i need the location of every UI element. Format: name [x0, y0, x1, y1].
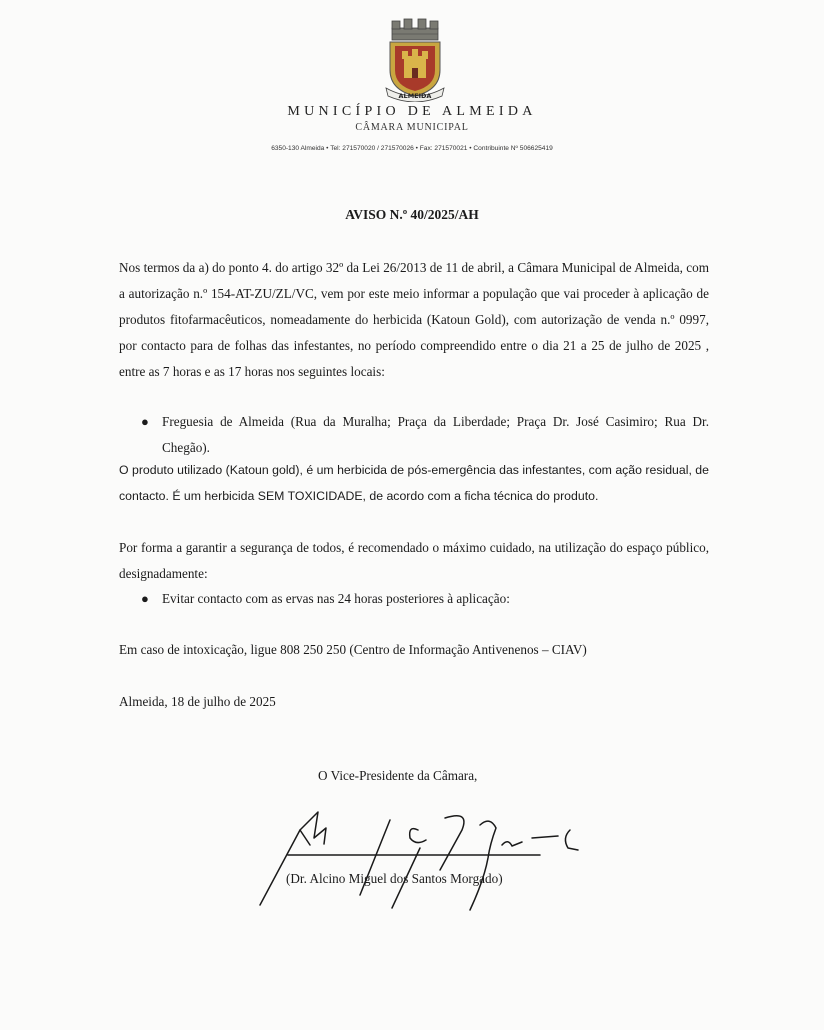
- signatory-role: O Vice-Presidente da Câmara,: [318, 768, 478, 783]
- signatory-name: (Dr. Alcino Miguel dos Santos Morgado): [286, 871, 503, 886]
- municipality-name: MUNICÍPIO DE ALMEIDA: [287, 104, 537, 119]
- notice-paragraph-3: Por forma a garantir a segurança de todos, é recomendado o máximo cuidado, na utilização do espaço público, designadamente:: [119, 540, 709, 581]
- bullet-text: Freguesia de Almeida (Rua da Muralha; Praça da Liberdade; Praça Dr. José Casimiro; Rua Dr. Chegão).: [162, 414, 709, 455]
- municipality-contacts: 6350-130 Almeida • Tel: 271570020 / 271570026 • Fax: 271570021 • Contribuinte Nº 506625419: [271, 145, 553, 152]
- svg-text:ALMEIDA: ALMEIDA: [398, 92, 432, 100]
- bullet-icon: ●: [141, 591, 149, 606]
- bullet-icon: ●: [141, 414, 149, 429]
- notice-title: AVISO N.º 40/2025/AH: [345, 207, 479, 222]
- handwritten-signature: [240, 800, 600, 920]
- notice-paragraph-1: Nos termos da a) do ponto 4. do artigo 32º da Lei 26/2013 de 11 de abril, a Câmara Municipal de Almeida, com a autorização n.º 154-AT-ZU/ZL/VC, vem por este meio informar a população que vai proceder à aplicação de produtos fitofarmacêuticos, nomeadamente do herbicida (Katoun Gold), com autorização de venda n.º 0997, por contacto para de folhas das infestantes, no período compreendido entre o dia 21 a 25 de julho de 2025 , entre as 7 horas e as 17 horas nos seguintes locais:: [119, 260, 709, 379]
- crest-icon: [382, 18, 448, 102]
- municipality-subtitle: CÂMARA MUNICIPAL: [355, 122, 469, 133]
- emergency-contact: Em caso de intoxicação, ligue 808 250 250 (Centro de Informação Antivenenos – CIAV): [119, 642, 587, 657]
- notice-paragraph-2: O produto utilizado (Katoun gold), é um herbicida de pós-emergência das infestantes, com ação residual, de contacto. É um herbicida SEM TOXICIDADE, de acordo com a ficha técnica do produto.: [119, 463, 709, 503]
- place-and-date: Almeida, 18 de julho de 2025: [119, 694, 276, 709]
- bullet-text: Evitar contacto com as ervas nas 24 horas posteriores à aplicação:: [162, 591, 510, 606]
